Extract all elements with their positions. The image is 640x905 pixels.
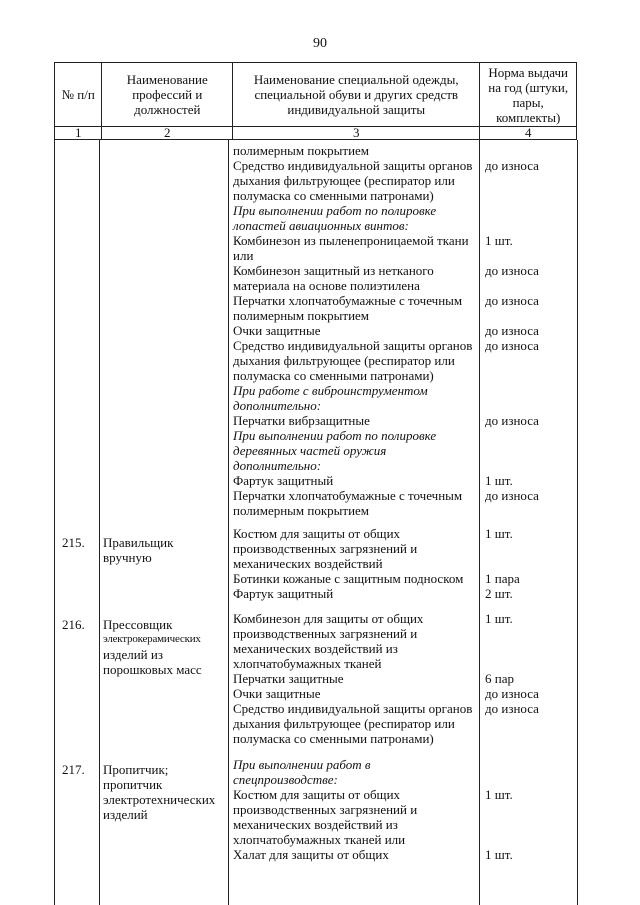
list-item: При выполнении работ по полировке xyxy=(233,428,437,443)
norm-216-3: до износа xyxy=(485,686,539,701)
profession-line: электрокерамических xyxy=(103,633,201,645)
list-item: дыхания фильтрующее (респиратор или xyxy=(233,173,455,188)
list-item: Костюм для защиты от общих xyxy=(233,526,401,541)
norm-215-1: 1 шт. xyxy=(485,526,513,541)
list-item: хлопчатобумажных тканей xyxy=(233,656,382,671)
header-col-equipment: Наименование специальной одежды, специальной обуви и других средств индивидуальной защиты xyxy=(233,63,480,127)
profession-215 xyxy=(103,535,228,565)
continuation-norm-1: до износа xyxy=(485,158,539,173)
list-item: Средство индивидуальной защиты органов xyxy=(233,158,473,173)
profession-line: изделий из xyxy=(103,647,163,662)
list-item: полумаска со сменными патронами) xyxy=(233,188,434,203)
profession-217 xyxy=(103,762,228,822)
list-item: производственных загрязнений и xyxy=(233,626,418,641)
list-item: полимерным покрытием xyxy=(233,503,370,518)
list-item: дополнительно: xyxy=(233,458,322,473)
table-divider-2 xyxy=(228,140,229,905)
profession-line: Прессовщик xyxy=(103,617,173,632)
list-item: При работе с виброинструментом xyxy=(233,383,428,398)
list-item: Очки защитные xyxy=(233,686,321,701)
continuation-items xyxy=(233,143,478,518)
list-item: спецпроизводстве: xyxy=(233,772,338,787)
list-item: Фартук защитный xyxy=(233,473,334,488)
list-item: механических воздействий из xyxy=(233,641,398,656)
list-item: деревянных частей оружия xyxy=(233,443,387,458)
profession-216 xyxy=(103,617,228,677)
norm-217-2: 1 шт. xyxy=(485,847,513,862)
list-item: дыхания фильтрующее (респиратор или xyxy=(233,716,455,731)
continuation-norm-4: до износа xyxy=(485,293,539,308)
norm-216-1: 1 шт. xyxy=(485,611,513,626)
profession-line: вручную xyxy=(103,550,152,565)
header-num-4: 4 xyxy=(480,127,577,140)
continuation-norm-7: до износа xyxy=(485,413,539,428)
list-item: Комбинезон защитный из нетканого xyxy=(233,263,434,278)
list-item: полумаска со сменными патронами) xyxy=(233,731,434,746)
header-num-1: 1 xyxy=(55,127,102,140)
list-item: механических воздействий из xyxy=(233,817,398,832)
page-number: 90 xyxy=(313,36,327,51)
items-215 xyxy=(233,526,478,601)
list-item: При выполнении работ по полировке xyxy=(233,203,437,218)
list-item: лопастей авиационных винтов: xyxy=(233,218,409,233)
list-item: полимерным покрытием xyxy=(233,143,370,158)
header-col-number: № п/п xyxy=(55,63,102,127)
table-border-right xyxy=(577,140,578,905)
list-item: Перчатки хлопчатобумажные с точечным xyxy=(233,293,463,308)
list-item: Перчатки защитные xyxy=(233,671,344,686)
list-item: Халат для защиты от общих xyxy=(233,847,389,862)
profession-line: изделий xyxy=(103,807,148,822)
list-item: Ботинки кожаные с защитным подноском xyxy=(233,571,464,586)
list-item: Комбинезон из пыленепроницаемой ткани xyxy=(233,233,469,248)
list-item: Комбинезон для защиты от общих xyxy=(233,611,424,626)
list-item: Средство индивидуальной защиты органов xyxy=(233,338,473,353)
list-item: Перчатки вибрзащитные xyxy=(233,413,370,428)
continuation-norm-2: 1 шт. xyxy=(485,233,513,248)
profession-line: Правильщик xyxy=(103,535,174,550)
row-number-217: 217. xyxy=(62,762,85,777)
list-item: Фартук защитный xyxy=(233,586,334,601)
continuation-norm-5: до износа xyxy=(485,323,539,338)
list-item: полимерным покрытием xyxy=(233,308,370,323)
items-217 xyxy=(233,757,478,862)
profession-line: электротехнических xyxy=(103,792,216,807)
continuation-norm-3: до износа xyxy=(485,263,539,278)
continuation-norm-6: до износа xyxy=(485,338,539,353)
header-col-norm: Норма выдачи на год (штуки, пары, комплекты) xyxy=(480,63,577,127)
list-item: материала на основе полиэтилена xyxy=(233,278,420,293)
norm-216-4: до износа xyxy=(485,701,539,716)
table-border-left xyxy=(54,140,55,905)
list-item: хлопчатобумажных тканей или xyxy=(233,832,406,847)
list-item: дополнительно: xyxy=(233,398,322,413)
norm-215-2: 1 пара xyxy=(485,571,520,586)
list-item: Средство индивидуальной защиты органов xyxy=(233,701,473,716)
items-216 xyxy=(233,611,478,746)
table-divider-3 xyxy=(479,140,480,905)
list-item: полумаска со сменными патронами) xyxy=(233,368,434,383)
profession-line: Пропитчик; xyxy=(103,762,169,777)
row-number-216: 216. xyxy=(62,617,85,632)
header-num-2: 2 xyxy=(102,127,233,140)
norm-215-3: 2 шт. xyxy=(485,586,513,601)
norm-216-2: 6 пар xyxy=(485,671,514,686)
list-item: или xyxy=(233,248,254,263)
row-number-215: 215. xyxy=(62,535,85,550)
list-item: При выполнении работ в xyxy=(233,757,371,772)
continuation-norm-8: 1 шт. xyxy=(485,473,513,488)
header-table xyxy=(54,62,577,140)
profession-line: пропитчик xyxy=(103,777,163,792)
list-item: дыхания фильтрующее (респиратор или xyxy=(233,353,455,368)
continuation-norm-9: до износа xyxy=(485,488,539,503)
list-item: Перчатки хлопчатобумажные с точечным xyxy=(233,488,463,503)
table-divider-1 xyxy=(99,140,100,905)
header-num-3: 3 xyxy=(233,127,480,140)
list-item: производственных загрязнений и xyxy=(233,802,418,817)
header-col-profession: Наименование профессий и должностей xyxy=(102,63,233,127)
norm-217-1: 1 шт. xyxy=(485,787,513,802)
profession-line: порошковых масс xyxy=(103,662,202,677)
list-item: Очки защитные xyxy=(233,323,321,338)
list-item: механических воздействий xyxy=(233,556,383,571)
list-item: производственных загрязнений и xyxy=(233,541,418,556)
list-item: Костюм для защиты от общих xyxy=(233,787,401,802)
